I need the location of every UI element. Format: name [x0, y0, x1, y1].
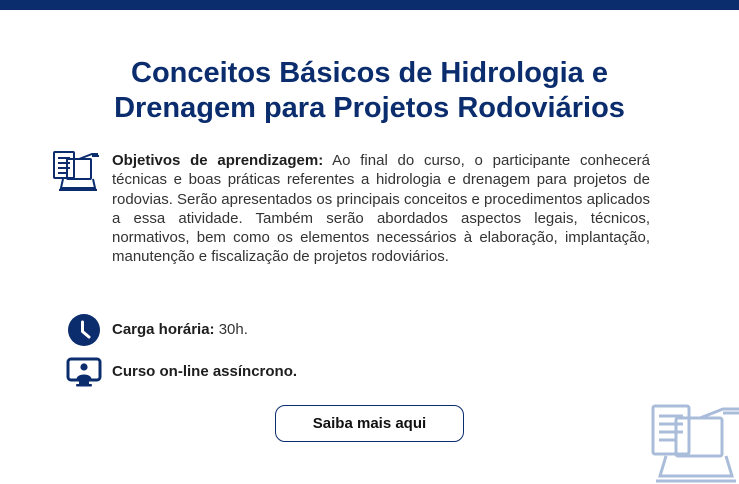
title-line-1: Conceitos Básicos de Hidrologia e [131, 57, 608, 89]
learn-more-button[interactable] [275, 405, 464, 442]
online-class-icon [66, 357, 102, 387]
workload-line [112, 320, 248, 339]
objectives-paragraph [112, 151, 650, 267]
objectives-text: Ao final do curso, o participante conhecerá técnicas e boas práticas referentes a hidrologia e drenagem para projetos de rodovias. Serão apresentados os principais conceitos e procedimentos aplicados a essa atividade. Também serão abordados aspectos legais, técnicos, normativos, bem como os elementos necessários à elaboração, implantação, manutenção e fiscalização de projetos rodoviários. [112, 152, 651, 266]
modality-text: Curso on-line assíncrono. [112, 363, 298, 380]
decorative-document-icon [648, 398, 739, 484]
workload-value: 30h. [218, 321, 248, 338]
top-bar [0, 0, 739, 10]
workload-label: Carga horária: [112, 321, 215, 338]
learning-document-icon [52, 150, 100, 192]
title-line-2: Drenagem para Projetos Rodoviários [114, 92, 625, 124]
clock-icon [68, 314, 100, 346]
learn-more-label: Saiba mais aqui [312, 415, 427, 432]
objectives-label: Objetivos de aprendizagem: [112, 152, 324, 169]
page-title [40, 56, 699, 126]
